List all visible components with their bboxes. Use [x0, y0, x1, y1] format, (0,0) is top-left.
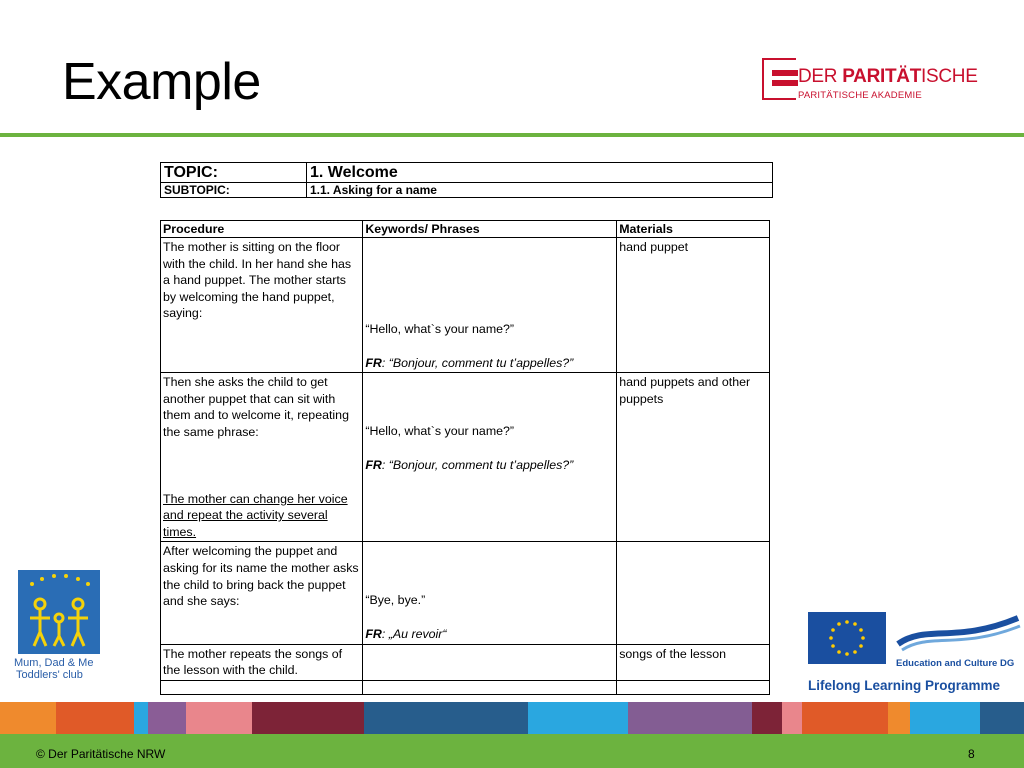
procedure-text: Then she asks the child to get another puppet that can sit with them and to welcome it, repeating the same phrase: — [163, 375, 349, 439]
phrases-cell — [363, 373, 617, 542]
column-header-materials: Materials — [617, 221, 770, 238]
table-row — [161, 542, 770, 644]
eu-swoosh-icon — [896, 614, 1024, 664]
logo-frame-icon — [762, 58, 796, 100]
subtopic-value: 1.1. Asking for a name — [307, 183, 773, 198]
page-number: 8 — [968, 747, 975, 761]
empty-cell — [161, 680, 363, 694]
stripe — [628, 702, 752, 734]
subtopic-label: SUBTOPIC: — [161, 183, 307, 198]
mascot-line1: Mum, Dad & Me — [14, 657, 94, 669]
color-stripe-band — [0, 702, 1024, 734]
stripe — [252, 702, 364, 734]
table-row — [161, 644, 770, 680]
procedure-cell: The mother repeats the songs of the lesson with the child. — [161, 644, 363, 680]
phrase-fr: FR: „Au revoir“ — [365, 626, 447, 641]
eu-edu-text: Education and Culture DG — [896, 658, 1015, 669]
stripe — [148, 702, 186, 734]
phrase-en: “Hello, what`s your name?” — [365, 322, 515, 336]
stripe — [134, 702, 148, 734]
empty-cell — [617, 680, 770, 694]
stripe — [802, 702, 888, 734]
materials-cell: hand puppet — [617, 238, 770, 373]
table-row — [161, 680, 770, 694]
topic-table — [160, 162, 773, 198]
eu-programme-logo — [806, 612, 1024, 696]
mascot-line2: Toddlers' club — [16, 669, 83, 681]
table-row — [161, 238, 770, 373]
stripe — [782, 702, 802, 734]
phrases-cell — [363, 644, 617, 680]
title-divider — [0, 133, 1024, 137]
materials-cell: hand puppets and other puppets — [617, 373, 770, 542]
logo-subtitle: PARITÄTISCHE AKADEMIE — [798, 90, 922, 101]
phrases-cell — [363, 238, 617, 373]
table-row — [161, 373, 770, 542]
stripe — [56, 702, 134, 734]
materials-cell: songs of the lesson — [617, 644, 770, 680]
copyright-text: © Der Paritätische NRW — [36, 747, 166, 761]
procedure-note: The mother can change her voice and repeat the activity several times. — [163, 491, 348, 539]
empty-cell — [363, 680, 617, 694]
mascot-caption — [14, 657, 114, 681]
topic-label: TOPIC: — [161, 163, 307, 183]
stripe — [910, 702, 980, 734]
paritaetische-logo — [762, 58, 978, 104]
logo-bar-icon — [772, 80, 798, 86]
column-header-procedure: Procedure — [161, 221, 363, 238]
phrases-cell — [363, 542, 617, 644]
slide-title: Example — [62, 53, 261, 111]
stripe — [980, 702, 1024, 734]
logo-bar-icon — [772, 70, 798, 76]
topic-value: 1. Welcome — [307, 163, 773, 183]
table-header-row — [161, 221, 770, 238]
procedure-cell — [161, 373, 363, 542]
stripe — [186, 702, 252, 734]
activity-table — [160, 220, 770, 695]
phrase-en: “Bye, bye.” — [365, 593, 426, 608]
eu-llp-text: Lifelong Learning Programme — [808, 678, 1001, 693]
materials-cell — [617, 542, 770, 644]
procedure-cell: The mother is sitting on the floor with the child. In her hand she has a hand puppet. The mother starts by welcoming the hand puppet, saying: — [161, 238, 363, 373]
stripe — [528, 702, 628, 734]
stripe — [0, 702, 56, 734]
stripe — [364, 702, 528, 734]
stripe — [752, 702, 782, 734]
phrase-fr: FR: “Bonjour, comment tu t’appelles?” — [365, 355, 574, 370]
eu-flag-icon — [808, 612, 886, 664]
mum-dad-me-logo — [14, 570, 102, 685]
logo-wordmark: DER PARITÄTISCHE — [798, 66, 978, 87]
column-header-keywords: Keywords/ Phrases — [363, 221, 617, 238]
footer-bar — [0, 734, 1024, 768]
stripe — [888, 702, 910, 734]
family-icon — [18, 570, 100, 654]
phrase-fr: FR: “Bonjour, comment tu t’appelles?” — [365, 457, 574, 472]
phrase-en: “Hello, what`s your name?” — [365, 424, 515, 439]
procedure-cell: After welcoming the puppet and asking for its name the mother asks the child to bring back the puppet and she says: — [161, 542, 363, 644]
